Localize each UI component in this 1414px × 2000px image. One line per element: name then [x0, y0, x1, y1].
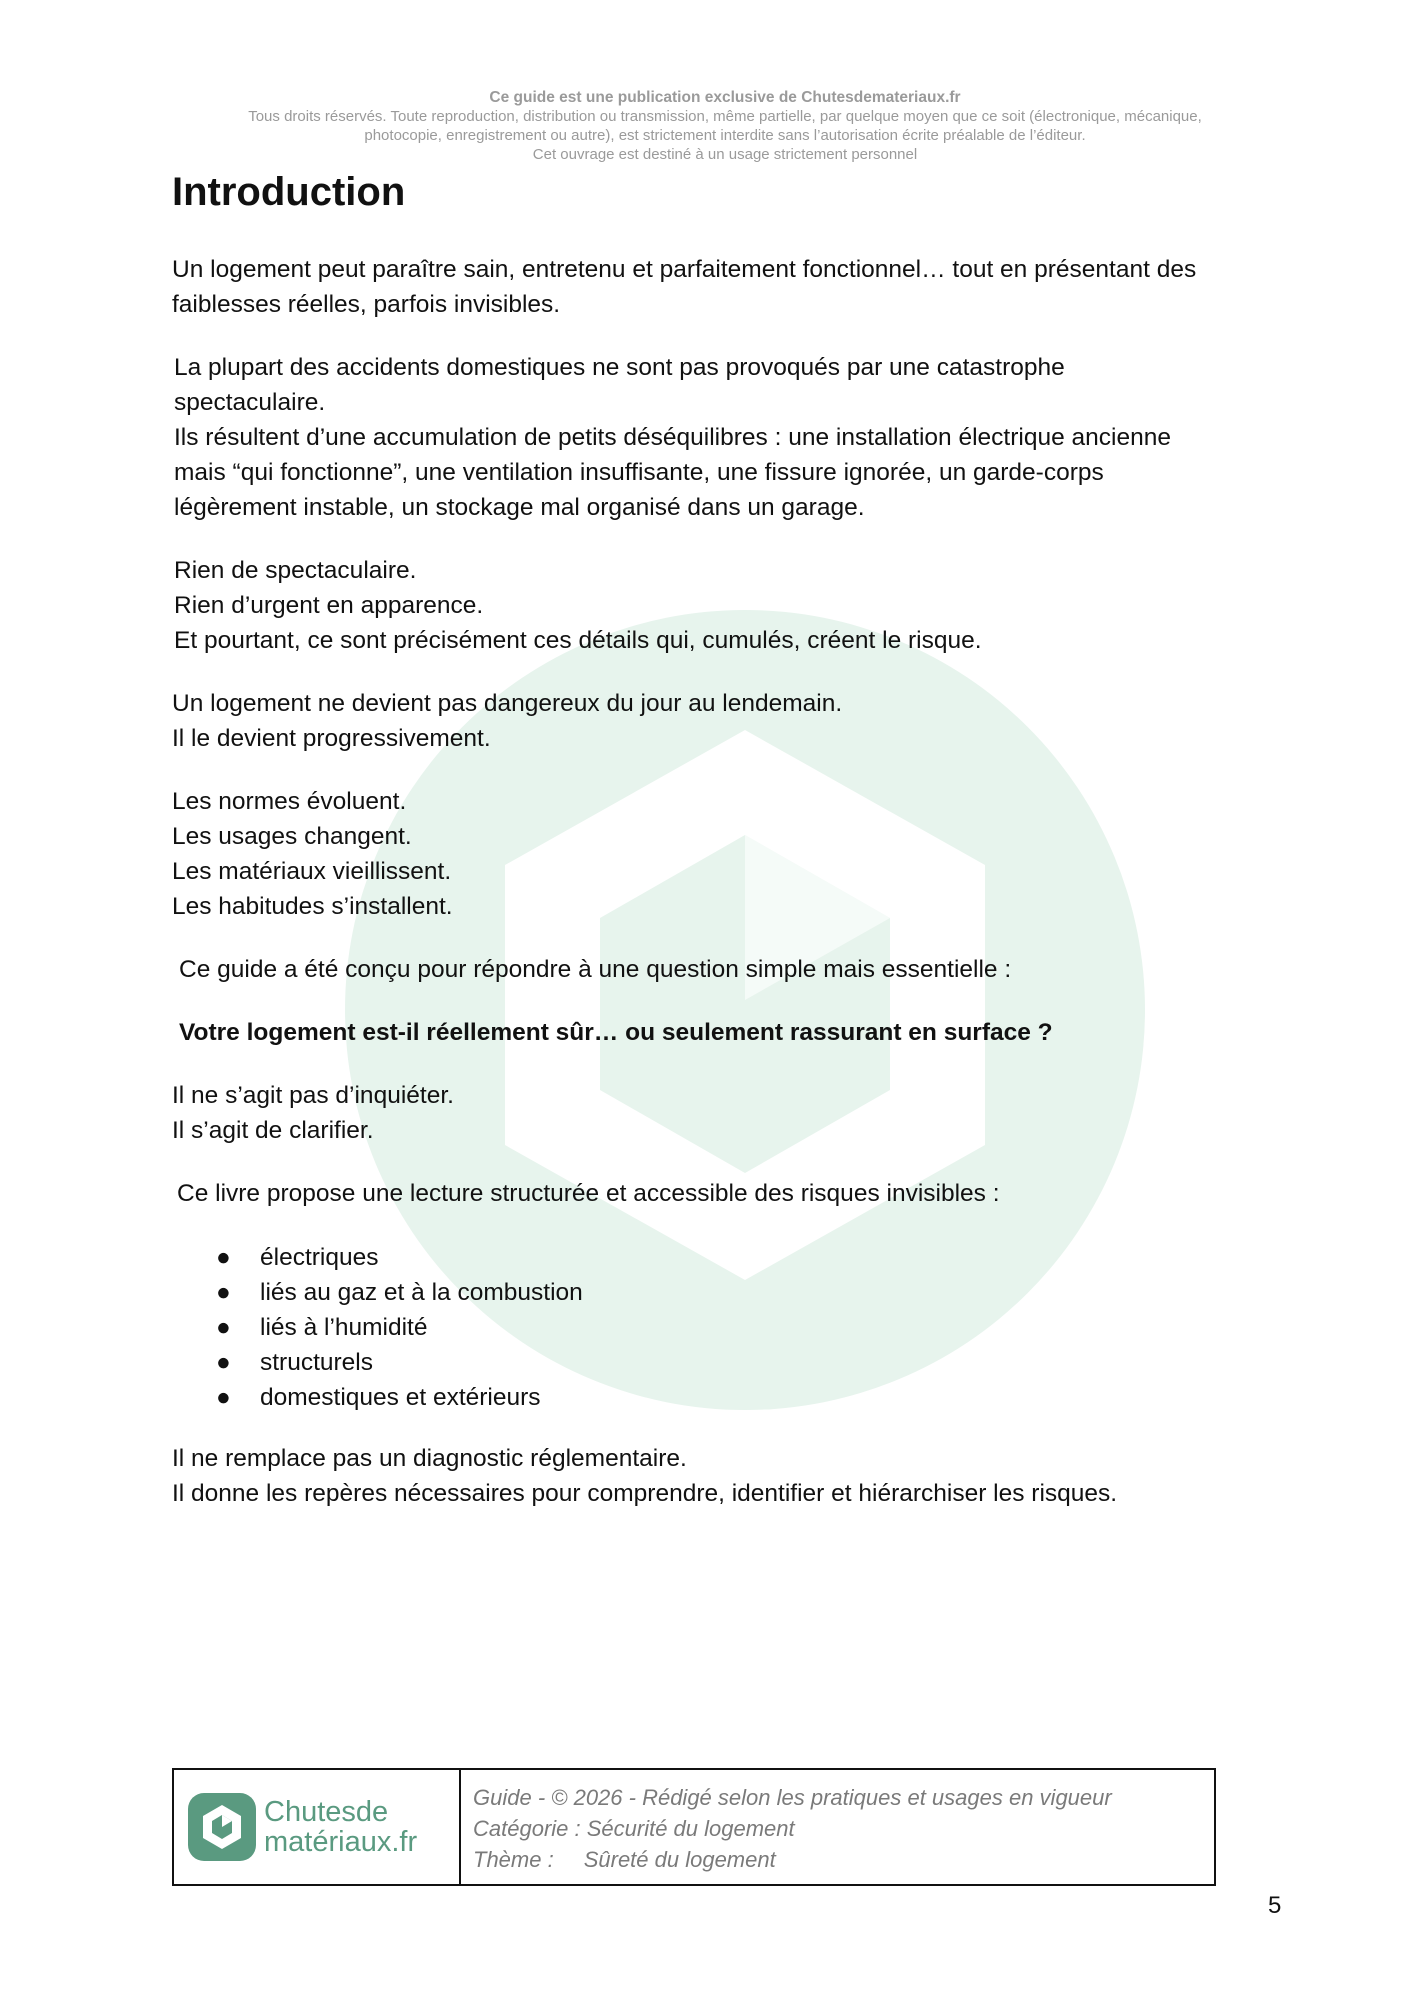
text-line: Ce guide a été conçu pour répondre à une question simple mais essentielle :: [179, 956, 1012, 983]
text-line: Votre logement est-il réellement sûr… ou seulement rassurant en surface ?: [179, 1019, 1053, 1046]
paragraph-normes: [172, 784, 453, 924]
bullet-icon: ●: [216, 1384, 231, 1411]
text-line: mais “qui fonctionne”, une ventilation insuffisante, une fissure ignorée, un garde-corps: [174, 459, 1104, 486]
bullet-icon: ●: [216, 1279, 231, 1306]
list-item-label: liés au gaz et à la combustion: [260, 1279, 583, 1306]
footer-logo: [174, 1770, 461, 1884]
footer-theme-line: [473, 1844, 1214, 1875]
text-line: faiblesses réelles, parfois invisibles.: [172, 291, 561, 318]
brand-line: matériaux.fr: [264, 1826, 418, 1858]
paragraph-accidents: [174, 350, 1171, 525]
brand-name: [264, 1797, 417, 1857]
paragraph-clarifier: [172, 1078, 454, 1148]
list-item-label: électriques: [260, 1244, 379, 1271]
footer-category-line: Catégorie : Sécurité du logement: [473, 1816, 795, 1841]
text-line: Et pourtant, ce sont précisément ces détails qui, cumulés, créent le risque.: [174, 627, 982, 654]
text-line: La plupart des accidents domestiques ne sont pas provoqués par une catastrophe: [174, 354, 1065, 381]
text-line: Il ne s’agit pas d’inquiéter.: [172, 1082, 454, 1109]
copyright-header: [160, 88, 1290, 164]
text-line: Un logement peut paraître sain, entretenu et parfaitement fonctionnel… tout en présentant des: [172, 256, 1197, 283]
list-item-label: liés à l’humidité: [260, 1314, 428, 1341]
key-question: [179, 1015, 1053, 1050]
list-item-label: structurels: [260, 1349, 374, 1376]
bullet-icon: ●: [216, 1314, 231, 1341]
text-line: Il s’agit de clarifier.: [172, 1117, 374, 1144]
brand-logo-icon: [188, 1793, 256, 1861]
paragraph-conclusion: [172, 1441, 1117, 1511]
theme-label: Thème :: [473, 1847, 554, 1872]
text-line: Les normes évoluent.: [172, 788, 407, 815]
page-title: Introduction: [172, 170, 406, 214]
paragraph-progressif: [172, 686, 842, 756]
text-line: Rien d’urgent en apparence.: [174, 592, 484, 619]
text-line: Les usages changent.: [172, 823, 412, 850]
header-line: Cet ouvrage est destiné à un usage strictement personnel: [532, 146, 918, 163]
header-title: Ce guide est une publication exclusive de Chutesdemateriaux.fr: [489, 89, 961, 106]
list-item: [172, 1345, 583, 1380]
list-item: [172, 1275, 583, 1310]
text-line: Il le devient progressivement.: [172, 725, 491, 752]
header-line: photocopie, enregistrement ou autre), est strictement interdite sans l’autorisation écrite préalable de l’éditeur.: [364, 127, 1086, 144]
text-line: Il ne remplace pas un diagnostic réglementaire.: [172, 1445, 687, 1472]
list-item: [172, 1380, 583, 1415]
text-line: Un logement ne devient pas dangereux du jour au lendemain.: [172, 690, 843, 717]
footer-info: [461, 1770, 1214, 1884]
list-item-label: domestiques et extérieurs: [260, 1384, 541, 1411]
list-item: [172, 1240, 583, 1275]
list-item: [172, 1310, 583, 1345]
text-line: Ils résultent d’une accumulation de petits déséquilibres : une installation électrique ancienne: [174, 424, 1171, 451]
text-line: légèrement instable, un stockage mal organisé dans un garage.: [174, 494, 865, 521]
footer-box: [172, 1768, 1216, 1886]
footer-guide-line: Guide - © 2026 - Rédigé selon les pratiques et usages en vigueur: [473, 1785, 1112, 1810]
text-line: Rien de spectaculaire.: [174, 557, 417, 584]
bullet-icon: ●: [216, 1244, 231, 1271]
text-line: Les matériaux vieillissent.: [172, 858, 452, 885]
text-line: Ce livre propose une lecture structurée et accessible des risques invisibles :: [177, 1180, 1000, 1207]
brand-line: Chutesde: [264, 1796, 389, 1828]
header-line: Tous droits réservés. Toute reproduction, distribution ou transmission, même partielle, par quelque moyen que ce soit (électronique, mécanique,: [248, 108, 1202, 125]
risk-list: [172, 1240, 583, 1415]
paragraph-intro: [172, 252, 1196, 322]
text-line: spectaculaire.: [174, 389, 326, 416]
page-number: 5: [1268, 1892, 1282, 1919]
theme-value: Sûreté du logement: [583, 1847, 776, 1872]
paragraph-rien: [174, 553, 982, 658]
text-line: Il donne les repères nécessaires pour comprendre, identifier et hiérarchiser les risques.: [172, 1480, 1118, 1507]
bullet-icon: ●: [216, 1349, 231, 1376]
paragraph-livre: [177, 1176, 1000, 1211]
text-line: Les habitudes s’installent.: [172, 893, 453, 920]
paragraph-question-intro: [179, 952, 1011, 987]
